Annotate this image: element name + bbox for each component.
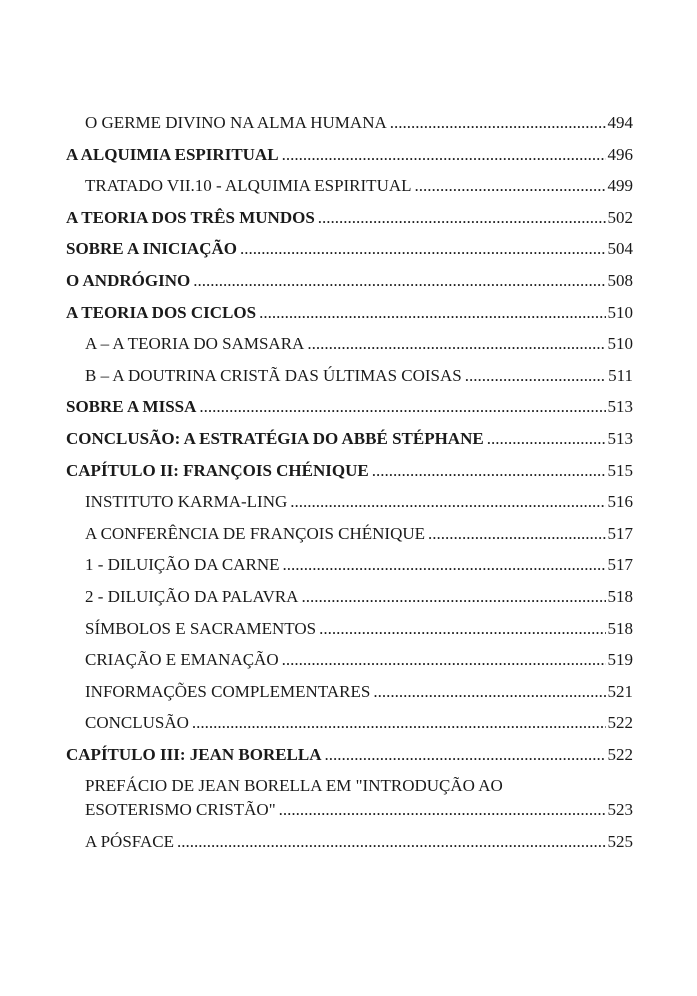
toc-entry-page: 511 (608, 365, 633, 385)
toc-entry-title: CONCLUSÃO (85, 713, 189, 733)
toc-leader-dots (279, 800, 606, 820)
toc-entry[interactable] (66, 271, 633, 291)
toc-leader-dots (319, 619, 605, 639)
toc-entry-title: TRATADO VII.10 - ALQUIMIA ESPIRITUAL (85, 176, 412, 196)
toc-entry-page: 517 (607, 555, 633, 575)
toc-leader-dots (301, 587, 605, 607)
toc-entry-title-line1: PREFÁCIO DE JEAN BORELLA EM "INTRODUÇÃO AO (85, 776, 503, 796)
toc-entry-page: 522 (607, 744, 633, 764)
toc-entry-page: 517 (607, 523, 633, 543)
toc-entry[interactable] (66, 334, 633, 354)
toc-entry-title: SOBRE A MISSA (66, 397, 197, 417)
toc-entry[interactable] (66, 239, 633, 259)
toc-entry-title: A PÓSFACE (85, 832, 174, 852)
toc-leader-dots (282, 145, 606, 165)
toc-entry-page: 522 (607, 713, 633, 733)
toc-leader-dots (240, 239, 606, 259)
toc-entry-line2 (85, 800, 633, 820)
toc-entry-title: A – A TEORIA DO SAMSARA (85, 334, 305, 354)
toc-entry-title: O ANDRÓGINO (66, 270, 191, 290)
toc-entry-title: CONCLUSÃO: A ESTRATÉGIA DO ABBÉ STÉPHANE (66, 428, 484, 448)
toc-entry-title: A CONFERÊNCIA DE FRANÇOIS CHÉNIQUE (85, 523, 426, 543)
toc-entry[interactable] (66, 176, 633, 196)
toc-leader-dots (290, 492, 605, 512)
toc-entry-title: SÍMBOLOS E SACRAMENTOS (85, 618, 317, 638)
toc-entry-title: O GERME DIVINO NA ALMA HUMANA (85, 113, 387, 132)
toc-entry-page: 516 (607, 492, 633, 512)
toc-entry-title: 1 - DILUIÇÃO DA CARNE (85, 555, 280, 575)
toc-entry-page: 521 (607, 681, 633, 701)
toc-entry-title: A TEORIA DOS TRÊS MUNDOS (66, 207, 315, 227)
toc-leader-dots (193, 271, 605, 291)
toc-entry[interactable] (66, 208, 633, 228)
toc-entry-page: 525 (607, 832, 633, 852)
toc-entry-page: 519 (607, 650, 633, 670)
toc-leader-dots (192, 713, 606, 733)
toc-leader-dots (177, 832, 606, 852)
toc-entry[interactable] (66, 429, 633, 449)
toc-entry-title-line2: ESOTERISMO CRISTÃO" (85, 800, 276, 820)
toc-entry[interactable] (66, 587, 633, 607)
toc-entry-page: 496 (607, 144, 633, 164)
toc-entry[interactable] (66, 145, 633, 165)
toc-leader-dots (199, 397, 605, 417)
toc-leader-dots (428, 524, 605, 544)
toc-entry[interactable] (66, 713, 633, 733)
toc-entry[interactable] (66, 682, 633, 702)
toc-entry[interactable] (66, 397, 633, 417)
toc-entry[interactable] (66, 303, 633, 323)
toc-leader-dots (318, 208, 606, 228)
toc-entry-page: 513 (607, 428, 633, 448)
toc-entry-page: 510 (607, 302, 633, 322)
toc-entry-page: 499 (607, 176, 633, 196)
toc-entry[interactable] (66, 619, 633, 639)
toc-leader-dots (372, 461, 606, 481)
toc-entry-multiline[interactable] (66, 776, 633, 820)
toc-entry-title: CAPÍTULO II: FRANÇOIS CHÉNIQUE (66, 460, 369, 480)
toc-entry-page: 523 (607, 800, 633, 820)
toc-entry-title: A TEORIA DOS CICLOS (66, 302, 257, 322)
toc-entry-page: 518 (607, 586, 633, 606)
toc-entry-page: 515 (607, 460, 633, 480)
toc-entry[interactable] (66, 524, 633, 544)
toc-leader-dots (390, 113, 606, 133)
toc-leader-dots (487, 429, 606, 449)
toc-entry[interactable] (66, 366, 633, 386)
toc-entry[interactable] (66, 113, 633, 133)
toc-entry[interactable] (66, 650, 633, 670)
toc-entry-title: SOBRE A INICIAÇÃO (66, 239, 237, 259)
toc-leader-dots (259, 303, 605, 323)
toc-entry-page: 513 (607, 397, 633, 417)
toc-entry-title: A ALQUIMIA ESPIRITUAL (66, 144, 279, 164)
toc-entry-page: 508 (607, 270, 633, 290)
toc-entry-title: B – A DOUTRINA CRISTÃ DAS ÚLTIMAS COISAS (85, 365, 462, 385)
toc-entry[interactable] (66, 745, 633, 765)
table-of-contents (66, 113, 633, 864)
toc-entry[interactable] (66, 832, 633, 852)
toc-entry-title: INFORMAÇÕES COMPLEMENTARES (85, 681, 371, 701)
toc-entry[interactable] (66, 492, 633, 512)
toc-entry-title: 2 - DILUIÇÃO DA PALAVRA (85, 586, 299, 606)
toc-entry-title: INSTITUTO KARMA-LING (85, 492, 288, 512)
toc-entry-page: 504 (607, 239, 633, 259)
toc-entry-page: 494 (607, 113, 633, 132)
toc-entry-title: CAPÍTULO III: JEAN BORELLA (66, 744, 322, 764)
toc-leader-dots (307, 334, 605, 354)
toc-entry[interactable] (66, 555, 633, 575)
toc-entry-page: 510 (607, 334, 633, 354)
toc-leader-dots (325, 745, 606, 765)
toc-leader-dots (465, 366, 606, 386)
toc-entry-page: 502 (607, 207, 633, 227)
toc-entry-title: CRIAÇÃO E EMANAÇÃO (85, 650, 279, 670)
toc-leader-dots (415, 176, 606, 196)
toc-leader-dots (283, 555, 606, 575)
toc-leader-dots (282, 650, 606, 670)
toc-entry[interactable] (66, 461, 633, 481)
toc-entry-page: 518 (607, 618, 633, 638)
toc-leader-dots (373, 682, 605, 702)
